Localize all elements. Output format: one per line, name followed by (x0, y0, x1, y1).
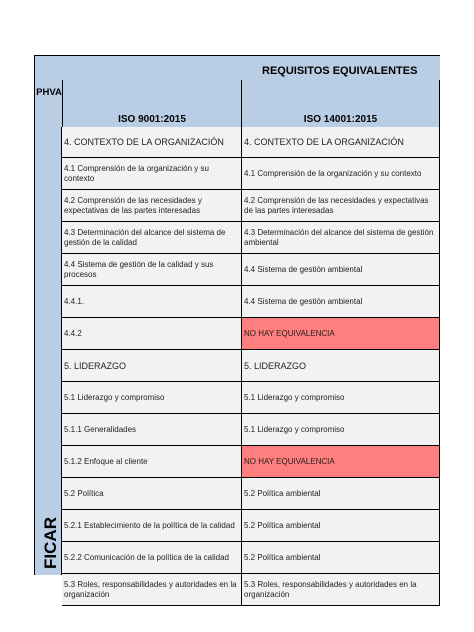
iso9001-cell[interactable]: 5.1 Liderazgo y compromiso (62, 382, 242, 413)
phase-label: FICAR (41, 517, 60, 569)
iso14001-cell[interactable]: 5.2 Política ambiental (242, 542, 440, 573)
spreadsheet (34, 31, 440, 599)
table-row (62, 382, 440, 414)
iso9001-cell[interactable]: 5.1.1 Generalidades (62, 414, 242, 445)
table-row (62, 190, 440, 222)
iso14001-cell[interactable]: 4.3 Determinación del alcance del sistema de gestión ambiental (242, 222, 440, 253)
iso9001-cell[interactable]: 5.2 Política (62, 478, 242, 509)
iso9001-cell[interactable]: 4.1 Comprensión de la organización y su contexto (62, 158, 242, 189)
iso9001-cell[interactable]: 5.1.2 Enfoque al cliente (62, 446, 242, 477)
iso14001-cell[interactable]: 4.2 Comprensión de las necesidades y expectativas de las partes interesadas (242, 190, 440, 221)
iso9001-cell[interactable]: 4. CONTEXTO DE LA ORGANIZACIÓN (62, 127, 242, 157)
iso14001-cell[interactable]: 5.2 Política ambiental (242, 478, 440, 509)
header-spacer (34, 31, 440, 55)
iso14001-cell[interactable]: 4.1 Comprensión de la organización y su contexto (242, 158, 440, 189)
no-equivalence-cell[interactable]: NO HAY EQUIVALENCIA (242, 446, 440, 477)
table-row (62, 510, 440, 542)
requirements-title-cell (62, 55, 440, 81)
table-row (62, 414, 440, 446)
table-row (62, 350, 440, 382)
iso9001-cell[interactable]: 4.2 Comprensión de las necesidades y expectativas de las partes interesadas (62, 190, 242, 221)
iso9001-cell[interactable]: 4.4 Sistema de gestión de la calidad y sus procesos (62, 254, 242, 285)
iso14001-cell[interactable]: 5.2 Política ambiental (242, 510, 440, 541)
table-row (62, 318, 440, 350)
table-row (62, 286, 440, 318)
table-row (62, 478, 440, 510)
table-row (62, 222, 440, 254)
iso9001-cell[interactable]: 4.4.2 (62, 318, 242, 349)
table-row (62, 254, 440, 286)
iso14001-cell[interactable]: 5.1 Liderazgo y compromiso (242, 414, 440, 445)
iso9001-cell[interactable]: 4.4.1. (62, 286, 242, 317)
table-row (62, 542, 440, 574)
iso14001-column-header: ISO 14001:2015 (242, 80, 440, 127)
iso9001-cell[interactable]: 4.3 Determinación del alcance del sistema de gestión de la calidad (62, 222, 242, 253)
table-row (62, 158, 440, 190)
iso9001-cell[interactable]: 5.3 Roles, responsabilidades y autoridades en la organización (62, 574, 242, 605)
iso14001-cell[interactable]: 5. LIDERAZGO (242, 350, 440, 381)
phva-header: PHVA (34, 55, 63, 128)
phase-column (34, 127, 62, 575)
iso14001-cell[interactable]: 5.3 Roles, responsabilidades y autoridades en la organización (242, 574, 440, 605)
iso9001-cell[interactable]: 5.2.1 Establecimiento de la política de la calidad (62, 510, 242, 541)
iso14001-cell[interactable]: 4.4 Sistema de gestión ambiental (242, 254, 440, 285)
iso14001-cell[interactable]: 4.4 Sistema de gestión ambiental (242, 286, 440, 317)
no-equivalence-cell[interactable]: NO HAY EQUIVALENCIA (242, 318, 440, 349)
table-row (62, 574, 440, 606)
iso9001-column-header: ISO 9001:2015 (62, 80, 242, 127)
table-row (62, 446, 440, 478)
iso14001-cell[interactable]: 4. CONTEXTO DE LA ORGANIZACIÓN (242, 127, 440, 157)
iso9001-cell[interactable]: 5.2.2 Comunicación de la política de la calidad (62, 542, 242, 573)
table-row (62, 127, 440, 158)
iso9001-cell[interactable]: 5. LIDERAZGO (62, 350, 242, 381)
iso14001-cell[interactable]: 5.1 Liderazgo y compromiso (242, 382, 440, 413)
requirements-title: REQUISITOS EQUIVALENTES (262, 65, 418, 77)
